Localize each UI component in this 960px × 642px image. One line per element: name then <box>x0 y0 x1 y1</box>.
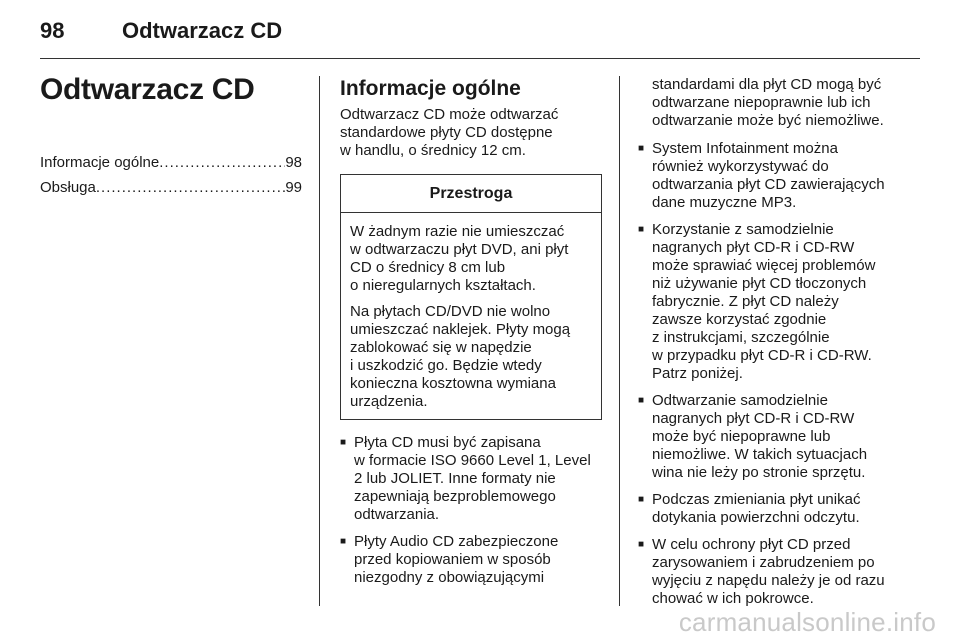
chapter-title: Odtwarzacz CD <box>40 73 255 106</box>
list-item: ■ W celu ochrony płyt CD przed zarysowaniem i zabrudzeniem po wyjęciu z napędu należy je od razu chować w ich pokrowce. <box>638 536 908 608</box>
chapter-column <box>40 72 302 200</box>
column-divider-1 <box>319 76 320 606</box>
toc-entry-page: 98 <box>285 154 302 171</box>
caution-box <box>340 174 602 420</box>
caution-paragraph: W żadnym razie nie umieszczać w odtwarzaczu płyt DVD, ani płyt CD o średnicy 8 cm lub o nieregularnych kształtach. <box>350 223 569 294</box>
toc-entry-label: Obsługa <box>40 179 96 196</box>
page-number: 98 <box>40 18 65 43</box>
toc-entry-obsluga[interactable] <box>40 175 302 200</box>
running-title: Odtwarzacz CD <box>122 18 283 43</box>
caution-body <box>341 213 601 419</box>
page-header <box>40 18 920 48</box>
toc-leader-dots <box>159 150 285 175</box>
caution-heading: Przestroga <box>341 175 601 213</box>
toc-entry-page: 99 <box>285 179 302 196</box>
watermark: carmanualsonline.info <box>678 607 936 637</box>
section-column <box>340 76 602 596</box>
bullet-list <box>340 434 602 587</box>
caution-paragraph: Na płytach CD/DVD nie wolno umieszczać naklejek. Płyty mogą zablokować się w napędzie i uszkodzić go. Będzie wtedy konieczna kosztowna wymiana urządzenia. <box>350 303 571 410</box>
list-item: ■ Płyta CD musi być zapisana w formacie ISO 9660 Level 1, Level 2 lub JOLIET. Inne formaty nie zapewniają bezproblemowego odtwarzania. <box>340 434 602 524</box>
column-divider-2 <box>619 76 620 606</box>
list-item: ■ Płyty Audio CD zabezpieczone przed kopiowaniem w sposób niezgodny z obowiązującymi <box>340 533 602 587</box>
bullet-list <box>638 140 908 608</box>
continuation-column <box>638 76 908 617</box>
header-divider <box>40 58 920 59</box>
toc-entry-label: Informacje ogólne <box>40 154 160 171</box>
continued-bullet-text: standardami dla płyt CD mogą być odtwarzane niepoprawnie lub ich odtwarzanie może być niemożliwe. <box>652 76 884 129</box>
list-item: ■ Odtwarzanie samodzielnie nagranych płyt CD-R i CD-RW może być niepoprawne lub niemożliwe. W takich sytuacjach wina nie leży po stronie sprzętu. <box>638 392 908 482</box>
toc-entry-informacje[interactable] <box>40 150 302 175</box>
list-item: ■ System Infotainment można również wykorzystywać do odtwarzania płyt CD zawierających dane muzyczne MP3. <box>638 140 908 212</box>
table-of-contents <box>40 150 302 200</box>
intro-paragraph: Odtwarzacz CD może odtwarzać standardowe płyty CD dostępne w handlu, o średnicy 12 cm. <box>340 106 559 159</box>
toc-leader-dots <box>96 175 285 200</box>
section-title: Informacje ogólne <box>340 77 521 100</box>
list-item: ■ Korzystanie z samodzielnie nagranych płyt CD-R i CD-RW może sprawiać więcej problemów niż używanie płyt CD tłoczonych fabrycznie. Z płyt CD należy zawsze korzystać zgodnie z instrukcjami, szczególnie w przypadku płyt CD-R i CD-RW. Patrz poniżej. <box>638 221 908 383</box>
list-item: ■ Podczas zmieniania płyt unikać dotykania powierzchni odczytu. <box>638 491 908 527</box>
